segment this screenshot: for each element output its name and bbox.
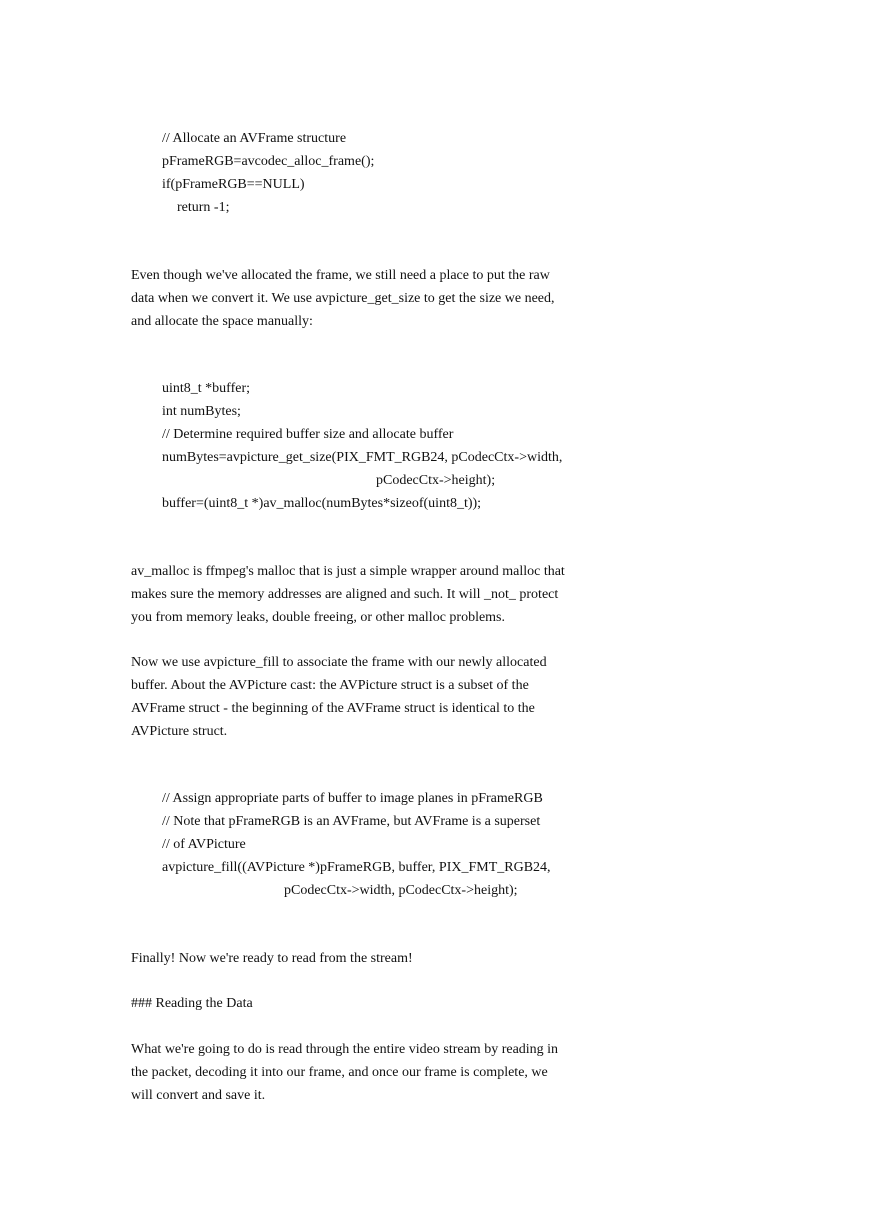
code-line: // Assign appropriate parts of buffer to image planes in pFrameRGB — [162, 791, 543, 806]
code-line: pFrameRGB=avcodec_alloc_frame(); — [162, 154, 375, 169]
code-line: buffer=(uint8_t *)av_malloc(numBytes*sizeof(uint8_t)); — [162, 496, 482, 511]
code-line: pCodecCtx->height); — [376, 473, 496, 488]
paragraph-line: data when we convert it. We use avpicture_get_size to get the size we need, — [131, 291, 555, 306]
paragraph-line: Even though we've allocated the frame, we still need a place to put the raw — [131, 268, 550, 283]
code-line: if(pFrameRGB==NULL) — [162, 177, 305, 192]
code-line: // Allocate an AVFrame structure — [162, 131, 347, 146]
paragraph-line: What we're going to do is read through the entire video stream by reading in — [131, 1042, 559, 1057]
paragraph-line: AVFrame struct - the beginning of the AVFrame struct is identical to the — [131, 701, 535, 716]
paragraph-line: will convert and save it. — [131, 1088, 266, 1103]
code-line: // of AVPicture — [162, 837, 246, 852]
paragraph-line: buffer. About the AVPicture cast: the AVPicture struct is a subset of the — [131, 678, 529, 693]
paragraph-line: Finally! Now we're ready to read from the stream! — [131, 951, 413, 966]
paragraph-line: av_malloc is ffmpeg's malloc that is just a simple wrapper around malloc that — [131, 564, 565, 579]
code-line: pCodecCtx->width, pCodecCtx->height); — [284, 883, 518, 898]
paragraph-line: you from memory leaks, double freeing, or other malloc problems. — [131, 610, 506, 625]
code-line: return -1; — [177, 200, 230, 215]
code-line: avpicture_fill((AVPicture *)pFrameRGB, buffer, PIX_FMT_RGB24, — [162, 860, 551, 875]
code-line: uint8_t *buffer; — [162, 381, 251, 396]
paragraph-line: Now we use avpicture_fill to associate the frame with our newly allocated — [131, 655, 547, 670]
section-heading: ### Reading the Data — [131, 996, 253, 1011]
paragraph-line: AVPicture struct. — [131, 724, 228, 739]
code-line: numBytes=avpicture_get_size(PIX_FMT_RGB24, pCodecCtx->width, — [162, 450, 563, 465]
code-line: // Determine required buffer size and allocate buffer — [162, 427, 454, 442]
paragraph-line: and allocate the space manually: — [131, 314, 313, 329]
paragraph-line: the packet, decoding it into our frame, and once our frame is complete, we — [131, 1065, 548, 1080]
code-line: // Note that pFrameRGB is an AVFrame, but AVFrame is a superset — [162, 814, 541, 829]
paragraph-line: makes sure the memory addresses are aligned and such. It will _not_ protect — [131, 587, 559, 602]
code-line: int numBytes; — [162, 404, 241, 419]
